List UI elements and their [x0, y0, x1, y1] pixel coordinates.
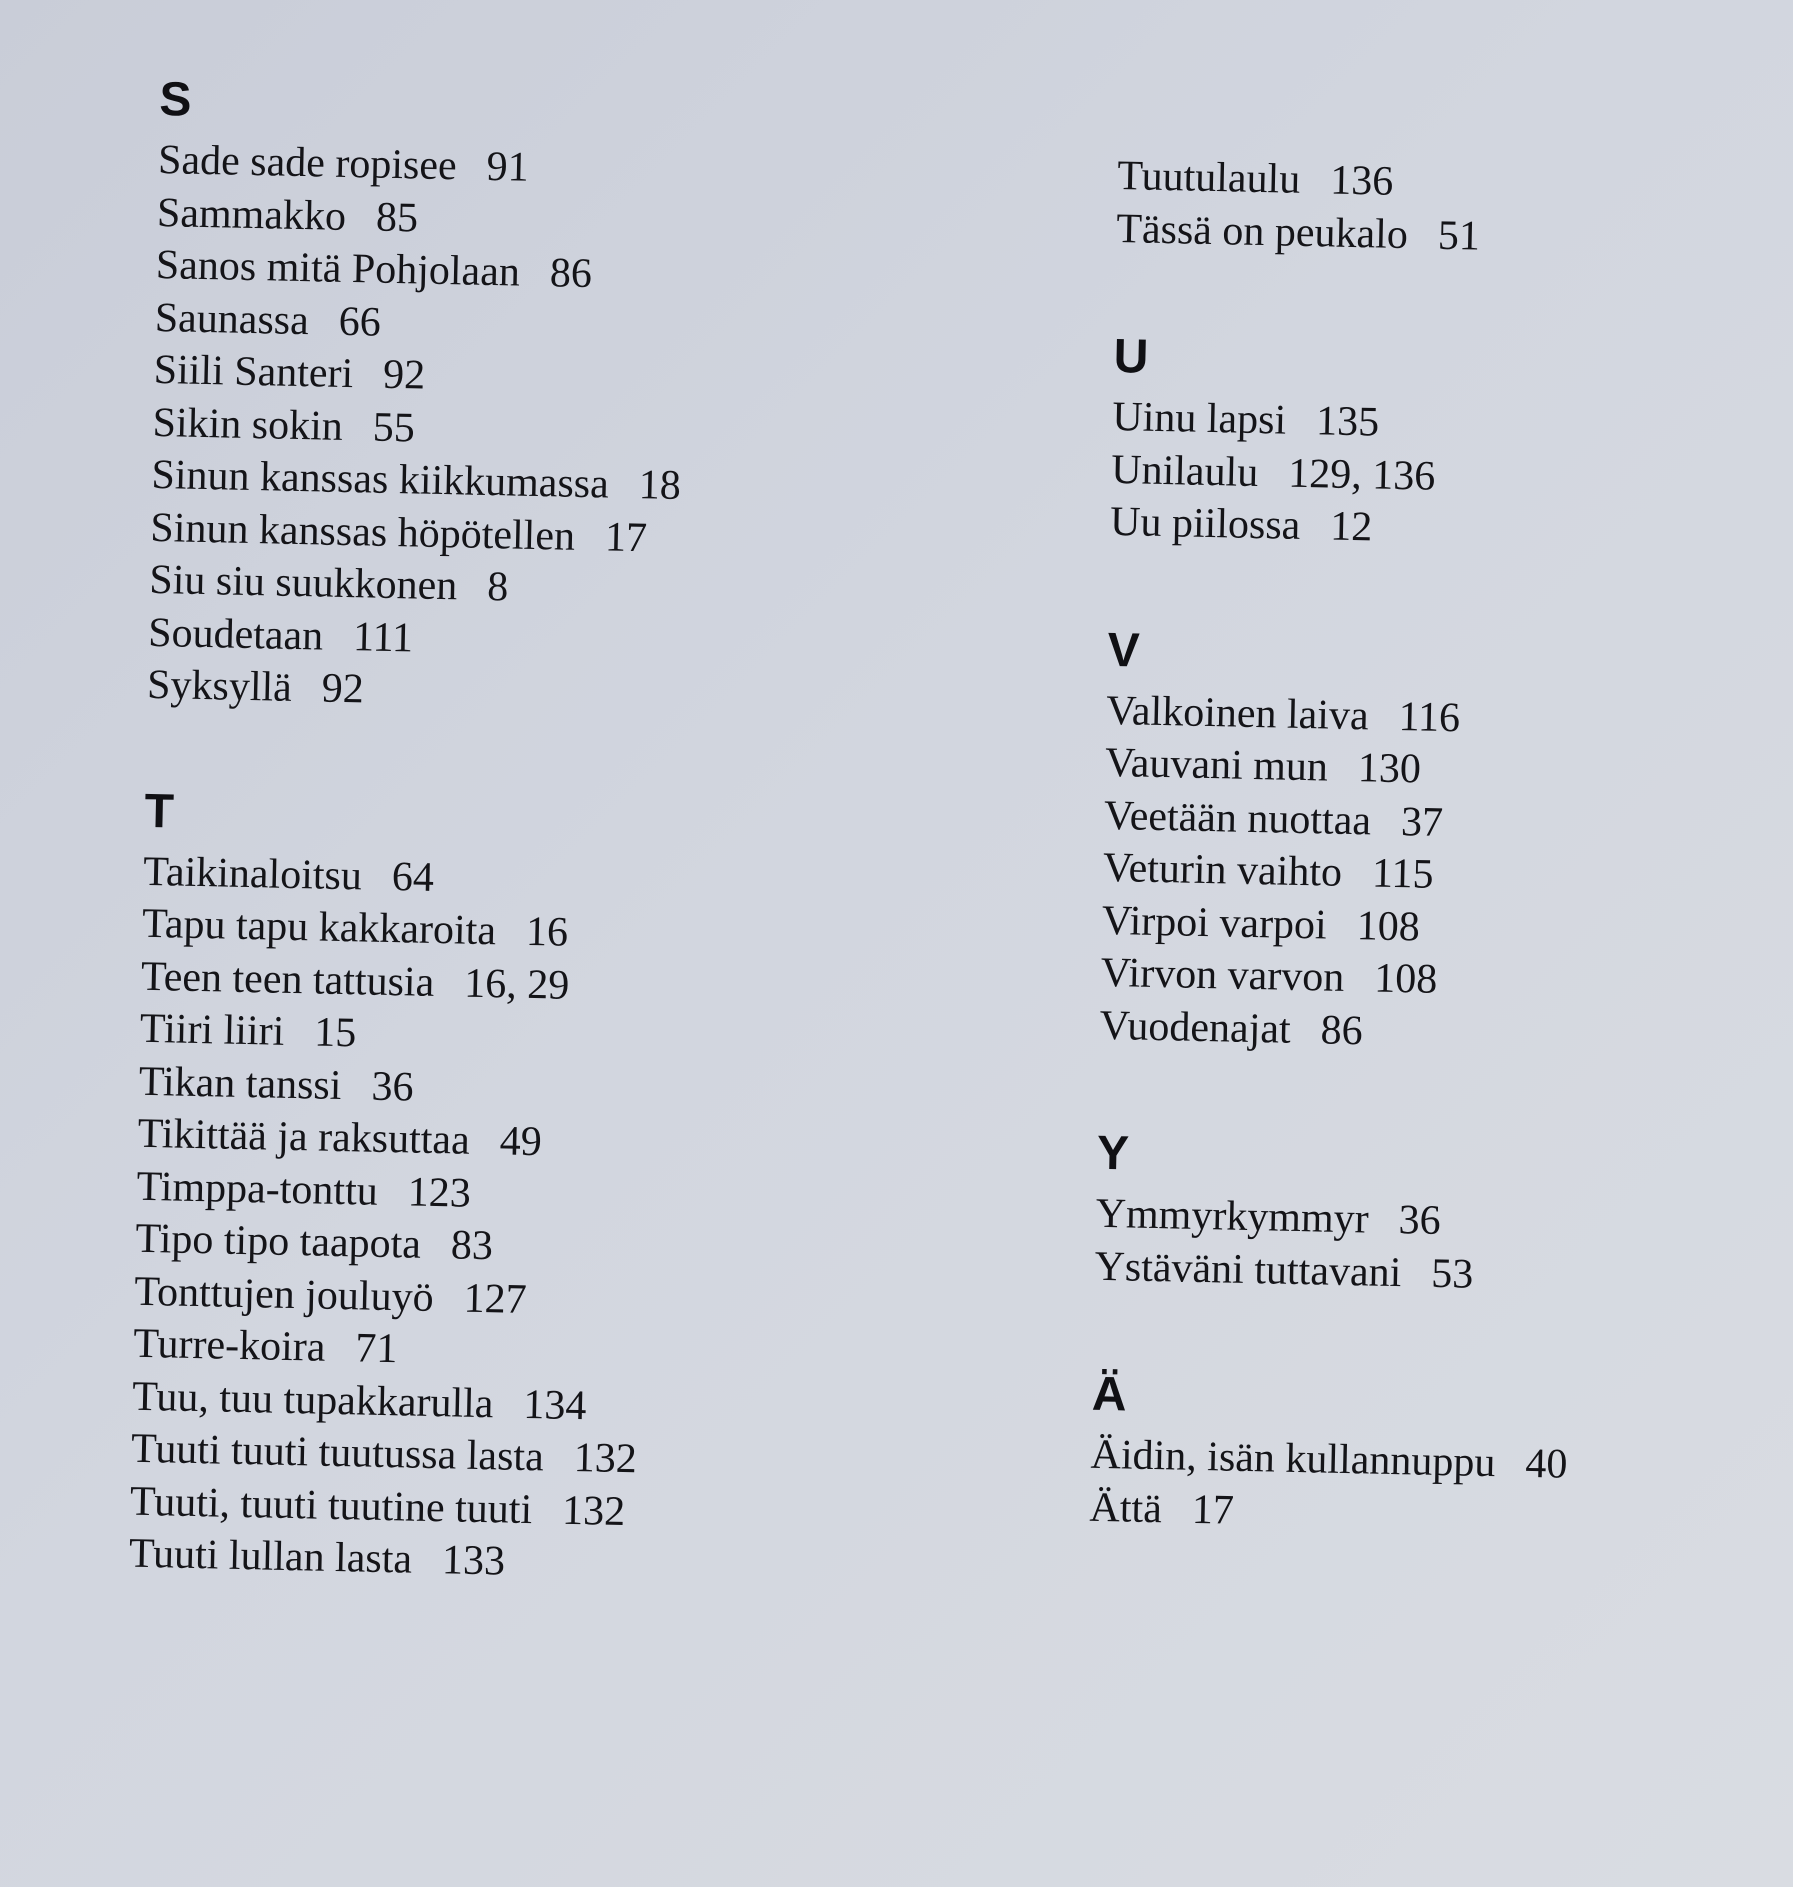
entry-pages: 135 — [1315, 398, 1380, 446]
entry-pages: 85 — [375, 194, 419, 241]
entry-pages: 132 — [573, 1434, 638, 1483]
entry-pages: 17 — [1191, 1486, 1235, 1534]
index-section-s — [147, 72, 860, 726]
entry-pages: 71 — [354, 1325, 398, 1373]
entry-pages: 49 — [499, 1118, 543, 1166]
entry-title: Timppa-tonttu — [136, 1163, 379, 1215]
section-letter: Y — [1096, 1126, 1130, 1181]
entry-list — [147, 134, 859, 726]
entry-title: Vuodenajat — [1099, 1002, 1292, 1053]
entry-pages: 133 — [441, 1537, 506, 1585]
entry-pages: 36 — [1398, 1197, 1442, 1244]
section-letter: U — [1113, 329, 1149, 384]
entry-title: Uinu lapsi — [1111, 393, 1287, 444]
entry-list — [128, 845, 843, 1594]
section-letter: V — [1106, 623, 1141, 678]
entry-pages: 86 — [549, 250, 593, 298]
entry-title: Tuu, tuu tupakkarulla — [131, 1373, 494, 1427]
entry-title: Saunassa — [154, 294, 310, 344]
entry-pages: 17 — [604, 513, 648, 561]
entry-title: Vauvani mun — [1104, 739, 1329, 791]
entry-pages: 55 — [372, 404, 416, 451]
entry-pages: 115 — [1371, 850, 1434, 898]
entry-pages: 91 — [486, 143, 530, 191]
entry-list — [1089, 1429, 1711, 1547]
entry-pages: 16, 29 — [463, 960, 570, 1009]
entry-title: Veetään nuottaa — [1103, 792, 1372, 844]
entry-pages: 64 — [391, 853, 435, 901]
entry-pages: 53 — [1430, 1250, 1474, 1298]
entry-list — [1110, 391, 1733, 561]
entry-title: Sade sade ropisee — [157, 136, 458, 190]
entry-title: Virvon varvon — [1100, 949, 1345, 1001]
entry-pages: 83 — [450, 1222, 494, 1270]
index-column-left — [128, 72, 859, 1595]
entry-title: Ymmyrkymmyr — [1095, 1190, 1370, 1243]
index-column-right — [1089, 150, 1738, 1547]
entry-pages: 8 — [486, 563, 509, 611]
entry-title: Tässä on peukalo — [1115, 205, 1409, 258]
entry-pages: 16 — [525, 908, 569, 956]
entry-title: Syksyllä — [146, 661, 293, 711]
entry-pages: 12 — [1329, 503, 1373, 551]
entry-title: Tuuti tuuti tuutussa lasta — [130, 1425, 545, 1481]
entry-pages: 136 — [1329, 157, 1394, 205]
entry-title: Uu piilossa — [1109, 498, 1301, 549]
entry-title: Tuuti, tuuti tuutine tuuti — [129, 1478, 533, 1533]
entry-pages: 132 — [561, 1487, 626, 1535]
entry-title: Veturin vaihto — [1102, 844, 1343, 896]
section-letter: T — [143, 784, 175, 838]
index-section-v — [1099, 622, 1728, 1064]
entry-pages: 108 — [1373, 955, 1438, 1003]
continued-entry-list — [1116, 150, 1738, 268]
entry-pages: 36 — [370, 1063, 414, 1111]
entry-pages: 129, 136 — [1287, 450, 1436, 500]
entry-pages: 108 — [1356, 902, 1421, 950]
entry-pages: 92 — [321, 665, 365, 713]
entry-title: Ystäväni tuttavani — [1094, 1243, 1402, 1296]
section-letter: Ä — [1091, 1367, 1128, 1422]
entry-title: Virpoi varpoi — [1101, 897, 1328, 949]
entry-pages: 86 — [1320, 1006, 1364, 1054]
entry-pages: 92 — [382, 351, 426, 399]
entry-list — [1099, 684, 1727, 1064]
entry-title: Tonttujen jouluyö — [133, 1268, 435, 1321]
entry-title: Sikin sokin — [152, 399, 344, 450]
entry-title: Soudetaan — [147, 609, 324, 660]
entry-pages: 111 — [352, 613, 414, 661]
entry-title: Sammakko — [156, 189, 347, 240]
section-letter: S — [158, 72, 192, 127]
entry-pages: 116 — [1398, 693, 1461, 741]
entry-title: Tiiri liiri — [139, 1005, 285, 1055]
entry-title: Äidin, isän kullannuppu — [1090, 1431, 1496, 1487]
entry-title: Unilaulu — [1110, 446, 1259, 496]
entry-title: Siili Santeri — [153, 346, 354, 398]
entry-title: Tipo tipo taapota — [135, 1215, 422, 1268]
index-section-t — [128, 783, 845, 1594]
entry-pages: 134 — [522, 1381, 587, 1429]
entry-title: Tuuti lullan lasta — [128, 1530, 413, 1583]
index-section-y — [1094, 1126, 1717, 1306]
entry-pages: 123 — [407, 1168, 472, 1217]
entry-title: Teen teen tattusia — [140, 953, 435, 1006]
entry-title: Sinun kanssas höpötellen — [149, 504, 576, 560]
entry-pages: 18 — [638, 462, 682, 509]
entry-title: Tikan tanssi — [138, 1058, 342, 1109]
entry-title: Sinun kanssas kiikkumassa — [151, 451, 610, 508]
entry-pages: 15 — [313, 1009, 357, 1057]
entry-pages: 66 — [338, 298, 382, 346]
entry-pages: 51 — [1437, 212, 1481, 260]
entry-title: Tuutulaulu — [1116, 152, 1301, 203]
entry-pages: 130 — [1357, 745, 1422, 793]
entry-list — [1094, 1188, 1716, 1306]
entry-title: Taikinaloitsu — [142, 848, 363, 899]
entry-title: Tikittää ja raksuttaa — [137, 1110, 471, 1164]
entry-pages: 127 — [463, 1275, 528, 1323]
entry-pages: 37 — [1400, 798, 1444, 846]
entry-title: Turre-koira — [132, 1320, 326, 1371]
index-section-u — [1110, 329, 1734, 561]
index-section-a-umlaut — [1089, 1367, 1712, 1547]
entry-pages: 40 — [1524, 1440, 1568, 1488]
entry-title: Ättä — [1089, 1484, 1163, 1532]
entry-title: Sanos mitä Pohjolaan — [155, 241, 521, 296]
entry-title: Tapu tapu kakkaroita — [141, 900, 497, 955]
entry-title: Valkoinen laiva — [1105, 687, 1370, 739]
entry-title: Siu siu suukkonen — [148, 556, 458, 610]
